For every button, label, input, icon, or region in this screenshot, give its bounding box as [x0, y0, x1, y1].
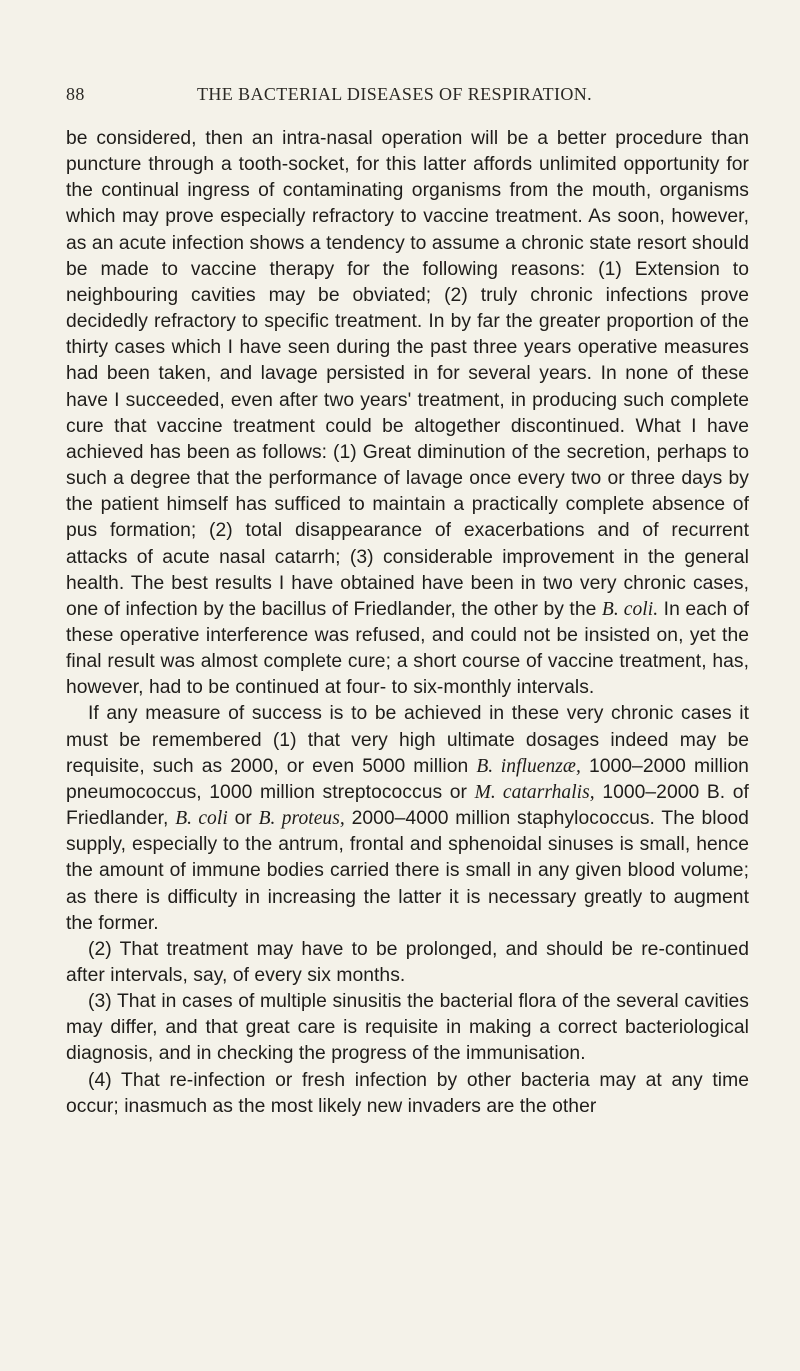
paragraph-2-text-a: If any measure of success is to be achieved in these very chronic cases it must be remembered (1) that very high ultimate dosages indeed may be requisite, such as 2000, or even 5000 million — [66, 703, 749, 777]
page-number: 88 — [66, 84, 85, 104]
paragraph-3: (2) That treatment may have to be prolonged, and should be re-continued after intervals, say, of every six months. — [66, 938, 749, 986]
italic-b-coli: B. coli. — [601, 598, 659, 620]
paragraph-1 — [66, 126, 749, 701]
paragraph-1-text: be considered, then an intra-nasal operation will be a better procedure than puncture through a tooth-socket, for this latter affords unlimited opportunity for the continual ingress of contaminating organisms from the mouth, organisms which may prove especially refractory to vaccine treatment. As soon, however, as an acute infection shows a tendency to assume a chronic state resort should be made to vaccine therapy for the following reasons: (1) Extension to neighbouring cavities may be obviated; (2) truly chronic infections prove decidedly refractory to specific treatment. In by far the greater proportion of the thirty cases which I have seen during the past three years operative measures had been taken, and lavage persisted in for several years. In none of these have I succeeded, even after two years' treatment, in producing such complete cure that vaccine treatment could be altogether discontinued. What I have achieved has been as follows: (1) Great diminution of the secretion, perhaps to such a degree that the performance of lavage once every two or three days by the patient himself has sufficed to maintain a practically complete absence of pus formation; (2) total disappearance of exacerbations and of recurrent attacks of acute nasal catarrh; (3) considerable improvement in the general health. The best results I have obtained have been in two very chronic cases, one of infection by the bacillus of Friedlander, the other by the — [66, 128, 749, 620]
italic-b-coli-2: B. coli — [175, 808, 228, 830]
paragraph-2-text-e: 2000–4000 million staphylococcus. The blood supply, especially to the antrum, frontal and sphenoidal sinuses is small, hence the amount of immune bodies carried there is small in any given blood volume; as there is difficulty in increasing the latter it is necessary greatly to augment the former. — [66, 808, 749, 934]
italic-m-catarrhalis: M. catarrhalis, — [474, 781, 595, 803]
paragraph-1-continuation: In each of these operative interference was refused, and could not be insisted on, yet the final result was almost complete cure; a short course of vaccine treatment, has, however, had to be continued at four- to six-monthly intervals. — [66, 598, 749, 699]
paragraph-2-text-c: 1000–2000 B. of Friedlander, — [66, 781, 749, 830]
running-head-title: THE BACTERIAL DISEASES OF RESPIRATION. — [197, 84, 593, 104]
paragraph-2 — [66, 701, 749, 936]
paragraph-2-text-d: or — [234, 808, 252, 830]
paragraph-4: (3) That in cases of multiple sinusitis the bacterial flora of the several cavities may differ, and that great care is requisite in making a correct bacteriological diagnosis, and in checking the progress of the immunisation. — [66, 991, 749, 1065]
paragraph-5: (4) That re-infection or fresh infection by other bacteria may at any time occur; inasmuch as the most likely new invaders are the other — [66, 1069, 749, 1117]
italic-b-influenzae: B. influenzæ, — [476, 755, 581, 777]
body-text — [66, 126, 749, 1120]
running-head — [66, 84, 746, 110]
paragraph-2-text-b: 1000–2000 million pneumococcus, 1000 million streptococcus or — [66, 755, 749, 803]
italic-b-proteus: B. proteus, — [258, 808, 345, 830]
